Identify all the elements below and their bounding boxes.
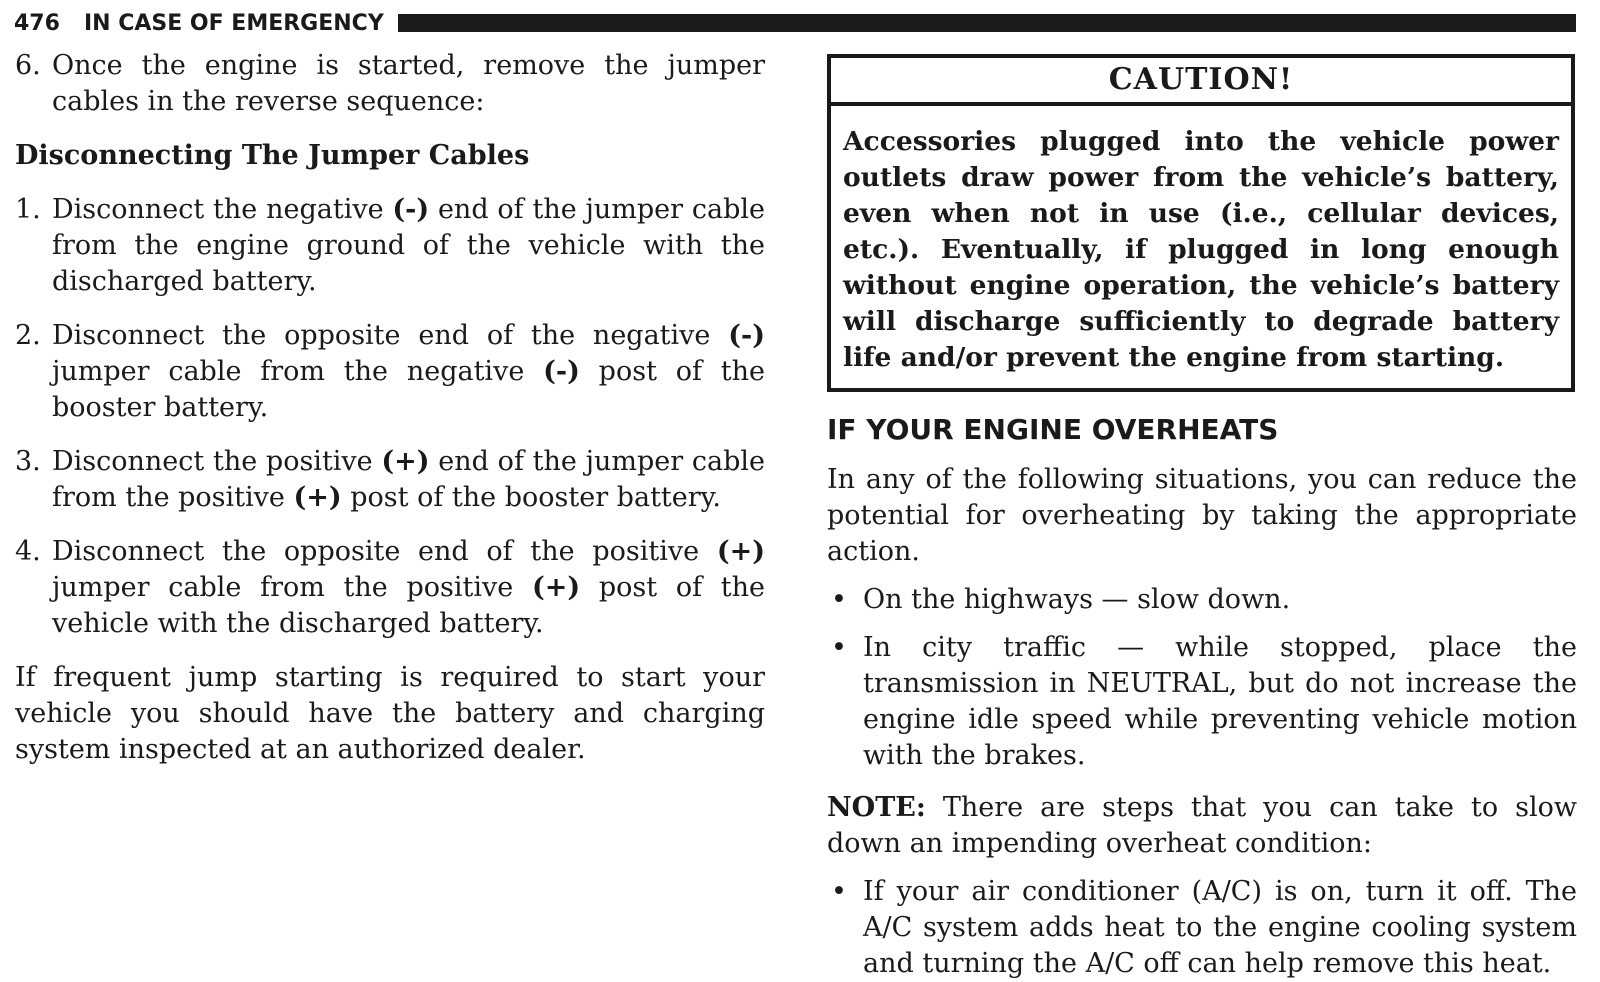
- left-column: [15, 48, 765, 768]
- step-number: 1.: [15, 194, 41, 225]
- step-number: 3.: [15, 446, 41, 477]
- note-text: There are steps that you can take to slow down an impending overheat condition:: [827, 792, 1577, 859]
- step-text: Once the engine is started, remove the jumper cables in the reverse sequence:: [52, 50, 765, 117]
- note-paragraph: [827, 790, 1577, 862]
- list-item: [827, 630, 1577, 774]
- overheat-heading: IF YOUR ENGINE OVERHEATS: [827, 413, 1279, 446]
- subheading-disconnecting: Disconnecting The Jumper Cables: [15, 140, 530, 171]
- bullet-icon: •: [831, 876, 847, 907]
- caution-text: Accessories plugged into the vehicle power outlets draw power from the vehicle’s battery, even when not in use (i.e., cellular devices, etc.). Eventually, if plugged in long enough without engine operation, the vehicle’s battery will discharge sufficiently to degrade battery life and/or prevent the engine from starting.: [843, 126, 1559, 373]
- bullet-icon: •: [831, 584, 847, 615]
- list-item: [827, 874, 1577, 982]
- bullet-icon: •: [831, 632, 847, 663]
- page-header: [14, 8, 1576, 38]
- step-3: [15, 444, 765, 516]
- bullet-text: If your air conditioner (A/C) is on, turn it off. The A/C system adds heat to the engine cooling system and turning the A/C off can help remove this heat.: [863, 876, 1577, 979]
- header-rule: [398, 14, 1576, 32]
- section-title: IN CASE OF EMERGENCY: [83, 10, 384, 36]
- bullet-text: On the highways — slow down.: [863, 584, 1291, 615]
- note-label: NOTE:: [827, 792, 926, 823]
- step-number: 2.: [15, 320, 41, 351]
- step-text: Disconnect the negative (-) end of the jumper cable from the engine ground of the vehicle with the discharged battery.: [52, 194, 765, 297]
- step-2: [15, 318, 765, 426]
- step-number: 6.: [15, 50, 41, 81]
- step-4: [15, 534, 765, 642]
- closing-paragraph: If frequent jump starting is required to start your vehicle you should have the battery and charging system inspected at an authorized dealer.: [15, 662, 765, 765]
- list-item: [827, 582, 1577, 618]
- bullet-text: In city traffic — while stopped, place the transmission in NEUTRAL, but do not increase the engine idle speed while preventing vehicle motion with the brakes.: [863, 632, 1577, 771]
- page-number: 476: [14, 10, 60, 36]
- caution-title: CAUTION!: [831, 58, 1571, 106]
- step-text: Disconnect the opposite end of the positive (+) jumper cable from the positive (+) post of the vehicle with the discharged battery.: [52, 536, 765, 639]
- step-text: Disconnect the opposite end of the negative (-) jumper cable from the negative (-) post of the booster battery.: [52, 320, 765, 423]
- right-column: [827, 54, 1577, 982]
- caution-box: [827, 54, 1575, 392]
- step-number: 4.: [15, 536, 41, 567]
- step-1: [15, 192, 765, 300]
- overheat-intro: In any of the following situations, you can reduce the potential for overheating by taking the appropriate action.: [827, 464, 1577, 567]
- step-6: [15, 48, 765, 120]
- step-text: Disconnect the positive (+) end of the jumper cable from the positive (+) post of the booster battery.: [52, 446, 765, 513]
